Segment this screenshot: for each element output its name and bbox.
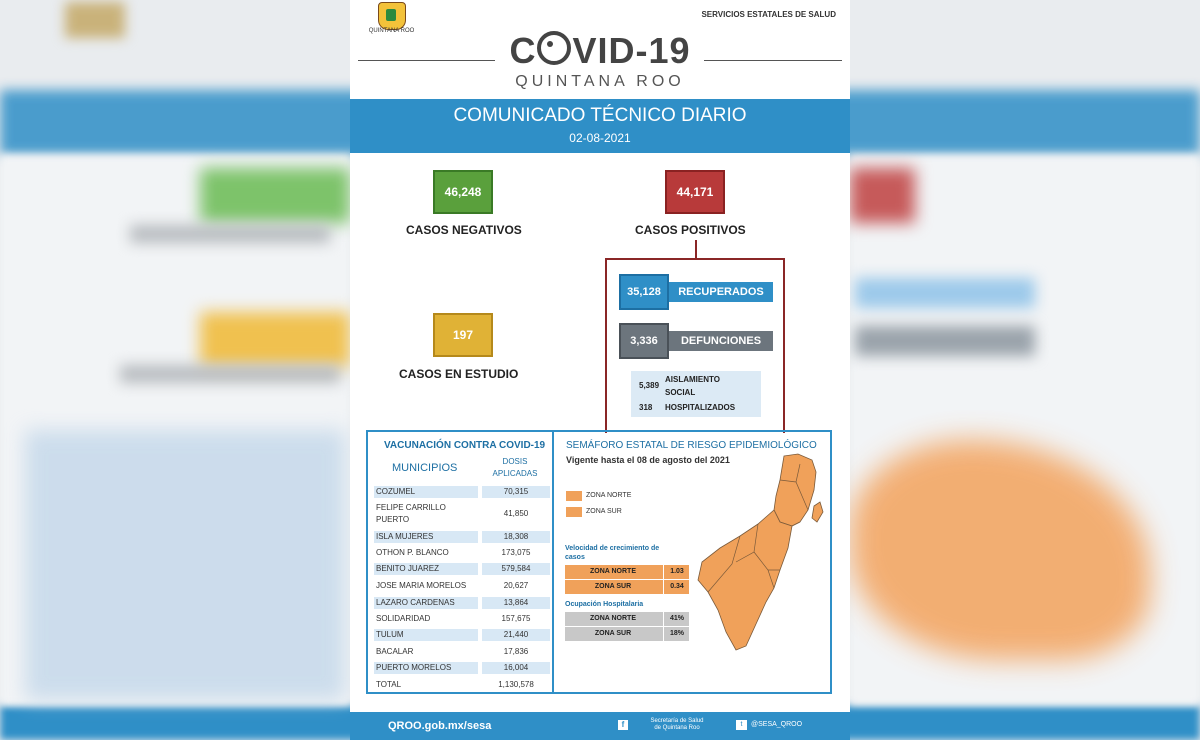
study-count: 197 xyxy=(433,313,493,357)
dose-count: 173,075 xyxy=(482,547,550,559)
bg-blur-logo xyxy=(65,2,125,38)
deaths-count: 3,336 xyxy=(619,323,669,359)
col-dosis-line-1: DOSIS xyxy=(502,457,528,466)
table-row xyxy=(372,547,550,559)
velocity-row-south xyxy=(565,580,689,594)
covid-subtitle: QUINTANA ROO xyxy=(515,73,685,90)
report-header xyxy=(350,99,850,153)
recovered-label: RECUPERADOS xyxy=(669,282,773,302)
municipio-name: JOSE MARIA MORELOS xyxy=(374,580,478,592)
velocity-zone: ZONA SUR xyxy=(594,583,632,590)
positives-label: CASOS POSITIVOS xyxy=(635,223,746,237)
facebook-icon: f xyxy=(618,720,628,730)
study-label: CASOS EN ESTUDIO xyxy=(399,367,519,381)
occupancy-row-south xyxy=(565,627,689,641)
negatives-count: 46,248 xyxy=(433,170,493,214)
map-zone-north xyxy=(774,454,816,526)
municipio-name: PUERTO MORELOS xyxy=(374,662,478,674)
dose-count: 41,850 xyxy=(482,502,550,526)
occupancy-value: 18% xyxy=(663,627,690,641)
col-dosis xyxy=(485,456,545,480)
occupancy-value: 41% xyxy=(663,612,690,626)
semaforo-title: SEMÁFORO ESTATAL DE RIESGO EPIDEMIOLÓGICO xyxy=(566,440,817,451)
bg-blur-text xyxy=(120,365,340,383)
report-title: COMUNICADO TÉCNICO DIARIO xyxy=(453,105,747,126)
velocity-value: 1.03 xyxy=(663,565,690,579)
dose-count: 13,864 xyxy=(482,597,550,609)
municipio-name: LAZARO CARDENAS xyxy=(374,597,478,609)
bg-blur-yellow xyxy=(200,312,350,367)
municipio-name: BENITO JUAREZ xyxy=(374,563,478,575)
positives-connector xyxy=(695,240,697,258)
velocity-zone: ZONA NORTE xyxy=(589,568,637,575)
table-row xyxy=(372,646,550,658)
bg-blur-green xyxy=(200,168,350,223)
twitter-icon: t xyxy=(736,720,747,730)
dose-count: 157,675 xyxy=(482,613,550,625)
bg-blur-gray xyxy=(855,326,1035,356)
table-row xyxy=(372,613,550,625)
col-dosis-line-2: APLICADAS xyxy=(492,469,538,478)
occupancy-row-north xyxy=(565,612,689,626)
legend-south-swatch xyxy=(566,507,582,517)
isolation-count: 5,389 xyxy=(639,381,660,390)
section-divider xyxy=(552,430,554,694)
dose-count: 17,836 xyxy=(482,646,550,658)
facebook-name xyxy=(632,718,722,732)
bg-blur-blue xyxy=(855,278,1035,308)
dose-count: 579,584 xyxy=(482,563,550,575)
vaccination-title: VACUNACIÓN CONTRA COVID-19 xyxy=(384,440,546,451)
legend-south-label: ZONA SUR xyxy=(586,508,622,515)
service-name: SERVICIOS ESTATALES DE SALUD xyxy=(701,10,836,19)
velocity-row-north xyxy=(565,565,689,579)
col-municipios: MUNICIPIOS xyxy=(392,462,458,474)
virus-icon xyxy=(537,31,571,65)
table-row xyxy=(372,597,550,609)
state-crest-icon xyxy=(378,2,406,30)
map-cozumel-island xyxy=(812,502,823,522)
isolation-label-2: SOCIAL xyxy=(665,388,696,397)
table-row xyxy=(372,502,550,526)
occupancy-zone: ZONA SUR xyxy=(594,630,632,637)
table-row xyxy=(372,486,550,498)
map-zone-south xyxy=(698,510,792,650)
dose-count: 18,308 xyxy=(482,531,550,543)
municipio-name: TULUM xyxy=(374,629,478,641)
deaths-label: DEFUNCIONES xyxy=(669,331,773,351)
hospitalized-count: 318 xyxy=(639,403,653,412)
table-row xyxy=(372,629,550,641)
bg-blur-text xyxy=(130,225,330,243)
recovered-count: 35,128 xyxy=(619,274,669,310)
total-count: 1,130,578 xyxy=(482,679,550,691)
legend-north-swatch xyxy=(566,491,582,501)
covid-poster xyxy=(350,0,850,740)
negatives-label: CASOS NEGATIVOS xyxy=(406,223,522,237)
website-url: QROO.gob.mx/sesa xyxy=(388,720,492,732)
dose-count: 16,004 xyxy=(482,662,550,674)
report-date: 02-08-2021 xyxy=(569,131,631,145)
velocity-value: 0.34 xyxy=(663,580,690,594)
occupancy-zone: ZONA NORTE xyxy=(589,615,637,622)
table-row xyxy=(372,563,550,575)
dose-count: 21,440 xyxy=(482,629,550,641)
total-label: TOTAL xyxy=(374,679,478,691)
twitter-handle: @SESA_QROO xyxy=(751,721,803,728)
poster-footer xyxy=(350,712,850,740)
positives-count: 44,171 xyxy=(665,170,725,214)
table-row xyxy=(372,662,550,674)
municipio-name: SOLIDARIDAD xyxy=(374,613,478,625)
table-row xyxy=(372,580,550,592)
municipio-name: BACALAR xyxy=(374,646,478,658)
isolation-label: AISLAMIENTO xyxy=(665,375,720,384)
quintana-roo-map xyxy=(696,452,826,657)
table-total-row xyxy=(372,679,550,691)
bg-blur-red xyxy=(850,168,915,223)
crest-label: QUINTANA ROO xyxy=(368,28,415,34)
facebook-name-line-1: Secretaría de Salud xyxy=(650,718,704,724)
dose-count: 20,627 xyxy=(482,580,550,592)
hospitalized-label: HOSPITALIZADOS xyxy=(665,403,736,412)
municipio-name: FELIPE CARRILLO PUERTO xyxy=(374,502,478,526)
bg-blur-table xyxy=(25,430,345,700)
table-row xyxy=(372,531,550,543)
municipio-name: ISLA MUJERES xyxy=(374,531,478,543)
municipio-name: OTHON P. BLANCO xyxy=(374,547,478,559)
occupancy-title: Ocupación Hospitalaria xyxy=(565,601,644,608)
dose-count: 70,315 xyxy=(482,486,550,498)
semaforo-valid-date: Vigente hasta el 08 de agosto del 2021 xyxy=(566,455,730,465)
isolation-box xyxy=(631,371,761,417)
facebook-name-line-2: de Quintana Roo xyxy=(654,725,700,731)
velocity-title: Velocidad de crecimiento de casos xyxy=(565,545,660,561)
legend-north-label: ZONA NORTE xyxy=(586,492,632,499)
municipio-name: COZUMEL xyxy=(374,486,478,498)
covid-title: C VID-19 xyxy=(509,30,691,71)
